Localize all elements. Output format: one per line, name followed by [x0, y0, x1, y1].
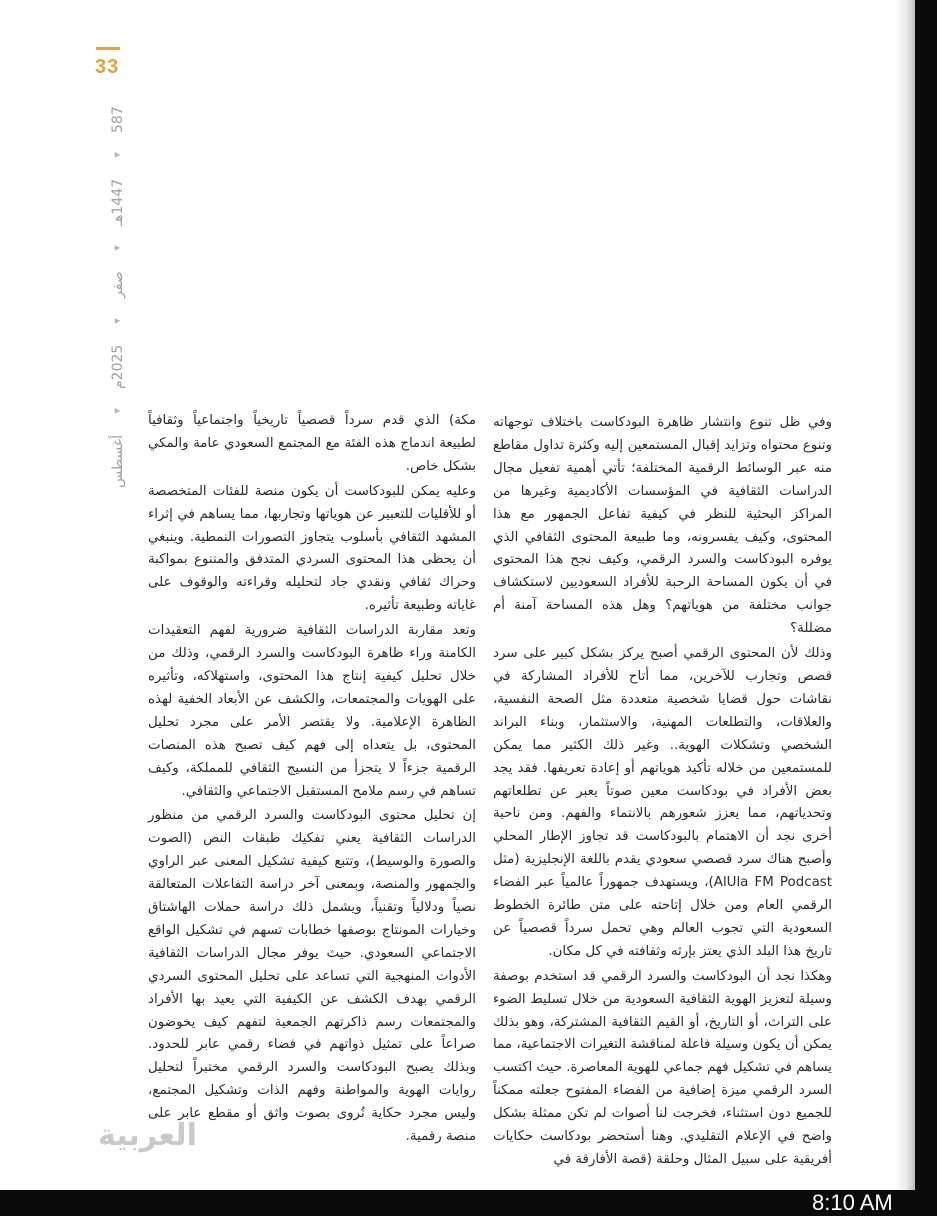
paragraph: إن تحليل محتوى البودكاست والسرد الرقمي من منظور الدراسات الثقافية يعني تفكيك طبقات النص (الصوت والصورة والوسيط)، وتتبع كيفية تشكيل المعنى عبر الراوي والجمهور والمنصة، وبمعنى آخر دراسة التفاعلات المتعالقة نصياً ودلالياً وتقنياً، ويشمل ذلك دراسة حملات الهاشتاق وخيارات المونتاج بوصفها خطابات تسهم في تشكيل الواقع الاجتماعي السعودي. حيث يوفر مجال الدراسات الثقافية الأدوات المنهجية التي تساعد على تحليل المحتوى السردي الرقمي بهدف الكشف عن الكيفية التي يعيد بها الأفراد والمجتمعات رسم ذاكرتهم الجمعية لتفهم كيف يخوضون صراعاً على تمثيل ذواتهم في فضاء رقمي عابر للحدود. وبذلك يصبح البودكاست والسرد الرقمي مختبراً لتحليل روايات الهوية والمواطنة وفهم الذات وتشكيل المجتمع، وليس مجرد حكاية تُروى بصوت واثق أو مقطع عابر على منصة رقمية. [148, 808, 476, 1145]
paragraph: وعليه يمكن للبودكاست أن يكون منصة للفئات المتخصصة أو للأقليات للتعبير عن هوياتها وتجاربها، مما يساهم في إثراء المشهد الثقافي بأسلوب يتجاوز التصورات النمطية. وينبغي أن يحظى هذا المحتوى السردي المتدفق والمتنوع بمواكبة وحراك ثقافي ونقدي جاد لتحليله وقراءته والوقوف على غاياته وطبيعة تأثيره. [148, 483, 476, 614]
separator-icon: ◂ [111, 314, 124, 328]
magazine-logo: العربية [98, 1118, 197, 1153]
separator-icon: ◂ [111, 149, 124, 163]
paragraph: وذلك لأن المحتوى الرقمي أصبح يركز بشكل كبير على سرد قصص وتجارب للآخرين، مما أتاح للأفراد المشاركة في نقاشات حول قضايا شخصية متعددة مثل الصحة النفسية، والعلاقات، والتطلعات المهنية، والاستثمار، وبناء البراند الشخصي وتشكلات الهوية.. وغير ذلك الكثير مما يمكن للمستمعين من خلاله تأكيد هوياتهم أو إعادة تعريفها. فقد يجد بعض الأفراد في بودكاست معين صوتاً يعبر عن تطلعاتهم وتحدياتهم، مما يعزز شعورهم بالانتماء والفهم. ومن ناحية أخرى نجد أن الاهتمام بالبودكاست قد تجاوز الإطار المحلي وأصبح هناك سرد قصصي سعودي يقدم باللغة الإنجليزية (مثل AlUla FM Podcast)، ويستهدف جمهوراً عالمياً عبر الفضاء الرقمي العام ومن خلال إتاحته على متن طائرة الخطوط السعودية التي تجوب العالم وهي تحمل سرداً قصصياً عن تاريخ هذا البلد الذي يعتز بإرثه وثقافته في كل مكان. [493, 646, 832, 959]
status-bar-time: 8:10 AM [812, 1190, 893, 1215]
page-number-rule [96, 47, 120, 50]
paragraph: وهكذا نجد أن البودكاست والسرد الرقمي قد استخدم بوصفة وسيلة لتعزيز الهوية الثقافية السعودية من خلال تسليط الضوء على التراث، أو التاريخ، أو القيم الثقافية المشتركة، وهو بذلك يمكن أن يكون وسيلة فاعلة لمناقشة التغيرات الاجتماعية، مما يساهم في تشكيل فهم جماعي للهوية المعاصرة. حيث اكتسب السرد الرقمي ميزة إضافية من الفضاء المفتوح جعلته ممكناً للجميع دون استثناء، فخرجت لنا أصوات لم تكن ممثلة بشكل واضح في الإعلام التقليدي. وهنا أستحضر بودكاست حكايات أفريقية على سبيل المثال وحلقة (قصة الأفارقة في [493, 968, 832, 1167]
issue-number: 587 [110, 106, 126, 133]
paragraph: مكة) الذي قدم سرداً قصصياً تاريخياً واجتماعياً وثقافياً لطبيعة اندماج هذه الفئة مع المجتمع السعودي عامة والمكي بشكل خاص. [148, 413, 476, 474]
paragraph: وفي ظل تنوع وانتشار ظاهرة البودكاست باختلاف توجهاته وتنوع محتواه وتزايد إقبال المستمعين إليه وكثرة تداول مقاطع منه عبر الوسائط الرقمية المختلفة؛ تأتي أهمية تفعيل مجال الدراسات الثقافية في المؤسسات الأكاديمية وغيرها من المراكز البحثية للنظر في كيفية تفاعل الجمهور مع هذا المحتوى، وكيف يفسرونه، وما طبيعة المحتوى الثقافي الذي يوفره البودكاست والسرد الرقمي، وكيف نجح هذا المحتوى في أن يكون المساحة الرحبة للأفراد السعوديين لاستكشاف جوانب مختلفة من هوياتهم؟ وهل هذه المساحة آمنة أم مضللة؟ [493, 415, 832, 637]
article-column-left [148, 410, 476, 1151]
paragraph: وتعد مقاربة الدراسات الثقافية ضرورية لفهم التعقيدات الكامنة وراء ظاهرة البودكاست والسرد الرقمي، وذلك من خلال تحليل كيفية إنتاج هذا المحتوى، واستهلاكه، وتأثيره على الهويات والمجتمعات، والكشف عن الأبعاد الخفية لهذه الظاهرة الإعلامية. ولا يقتصر الأمر على مجرد تحليل المحتوى، بل يتعداه إلى فهم كيف تصبح هذه المنصات الرقمية جزءاً لا يتجزأ من النسيج الثقافي للمملكة، وكيف تساهم في رسم ملامح المستقبل الاجتماعي والثقافي. [148, 623, 476, 799]
issue-hijri-month: صفر [110, 271, 126, 299]
issue-hijri-year: 1447هـ [110, 178, 126, 226]
issue-info [110, 100, 126, 488]
issue-month: أغسطس [110, 434, 126, 488]
separator-icon: ◂ [111, 242, 124, 256]
article-column-right [493, 412, 832, 1174]
separator-icon: ◂ [111, 405, 124, 419]
issue-year: 2025م [110, 344, 126, 389]
page-gutter-shadow [895, 0, 915, 1190]
page-number: 33 [95, 56, 120, 78]
